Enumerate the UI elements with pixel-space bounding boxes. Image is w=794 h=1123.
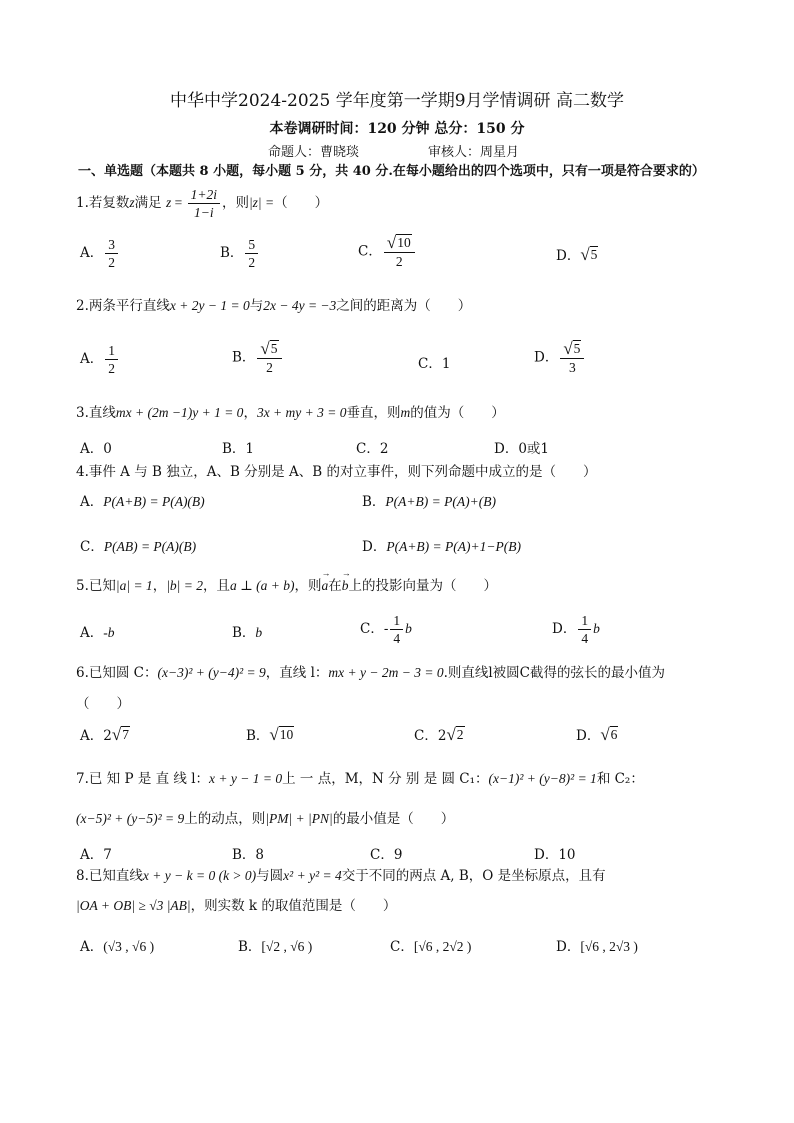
option-a[interactable]: A．(√3 , √6 ) bbox=[80, 939, 155, 955]
option-a[interactable]: A．2 √ 7 bbox=[80, 725, 129, 744]
option-d[interactable]: D．0或1 bbox=[494, 441, 550, 457]
option-b[interactable]: B．[√2 , √6 ) bbox=[238, 939, 313, 955]
reviewer: 审核人：周星月 bbox=[428, 145, 520, 160]
option-d[interactable]: D． √ 5 3 bbox=[534, 340, 586, 376]
option-b[interactable]: B．b bbox=[232, 625, 263, 641]
line-equation: x + 2y − 1 = 0 bbox=[169, 298, 250, 313]
question-text: 若复数 bbox=[88, 195, 130, 211]
option-b[interactable]: B．P(A+B) = P(A)+(B) bbox=[362, 494, 496, 510]
option-a[interactable]: A．-b bbox=[80, 625, 115, 641]
option-b[interactable]: B．1 bbox=[222, 441, 255, 457]
option-d[interactable]: D． √ 6 bbox=[576, 725, 618, 744]
option-c[interactable]: C．2 √ 2 bbox=[414, 725, 464, 744]
question-3: 3.直线mx + (2m −1)y + 1 = 0，3x + my + 3 = 0垂直，则m的值为（ ） bbox=[76, 405, 505, 421]
math-var: z bbox=[165, 195, 172, 210]
option-b[interactable]: B． √ 5 2 bbox=[232, 340, 284, 376]
option-c[interactable]: C．9 bbox=[370, 847, 403, 863]
question-8: 8.已知直线x + y − k = 0 (k > 0)与圆x² + y² = 4交于不同的两点 A, B，O 是坐标原点，且有 bbox=[76, 868, 606, 884]
question-4: 4.事件 A 与 B 独立，A、B 分别是 A、B 的对立事件，则下列命题中成立的是（ ） bbox=[76, 464, 597, 480]
option-b[interactable]: B．8 bbox=[232, 847, 265, 863]
page-title: 中华中学2024-2025 学年度第一学期9月学情调研 高二数学 bbox=[170, 91, 624, 111]
option-c[interactable]: C．- $\frac{1}{4}$ b bbox=[360, 613, 412, 646]
question-7-cont: (x−5)² + (y−5)² = 9上的动点，则|PM| + |PN|的最小值是（ ） bbox=[76, 811, 455, 827]
option-d[interactable]: D．[√6 , 2√3 ) bbox=[556, 939, 638, 955]
option-c[interactable]: C．P(AB) = P(A)(B) bbox=[80, 539, 197, 555]
option-d[interactable]: D．P(A+B) = P(A)+1−P(B) bbox=[362, 539, 521, 555]
math-var: z bbox=[129, 195, 135, 210]
option-c[interactable]: C．[√6 , 2√2 ) bbox=[390, 939, 472, 955]
question-6-paren: （ ） bbox=[76, 696, 130, 712]
option-a[interactable]: A．7 bbox=[80, 847, 112, 863]
option-c[interactable]: C．2 bbox=[356, 441, 389, 457]
option-d[interactable]: D． √ 5 bbox=[556, 245, 598, 264]
option-d[interactable]: D． $\frac{1}{4}$ b bbox=[552, 613, 600, 646]
option-a[interactable]: A．P(A+B) = P(A)(B) bbox=[80, 494, 205, 510]
question-5: 5.已知|a| = 1，|b| = 2，且a ⊥ (a + b)，则→ a在→ b上的投影向量为（ ） bbox=[76, 574, 497, 594]
question-text: ，则 bbox=[221, 195, 249, 211]
option-a[interactable]: A． $\frac{3}{2}$ bbox=[80, 236, 120, 271]
question-1: 1.若复数z满足 z = $\frac{1+2i}{1-i}$ ，则|z| =（ ） bbox=[76, 187, 329, 220]
option-c[interactable]: C． √ 10 2 bbox=[358, 234, 417, 270]
question-number: 1. bbox=[76, 195, 89, 211]
question-6: 6.已知圆 C：(x−3)² + (y−4)² = 9，直线 l：mx + y − 2m − 3 = 0.则直线l被圆C截得的弦长的最小值为 bbox=[76, 665, 666, 681]
line-equation: 2x − 4y = −3 bbox=[263, 298, 337, 313]
question-2: 2.两条平行直线x + 2y − 1 = 0与2x − 4y = −3之间的距离为（ ） bbox=[76, 298, 472, 314]
option-a[interactable]: A．0 bbox=[80, 441, 112, 457]
section-heading: 一、单选题（本题共 8 小题，每小题 5 分，共 40 分.在每小题给出的四个选项中，只有一项是符合要求的） bbox=[78, 164, 705, 179]
option-c[interactable]: C．1 bbox=[418, 356, 451, 372]
question-paren: （ ） bbox=[274, 195, 329, 211]
question-text: 满足 bbox=[134, 195, 162, 211]
question-8-cont: |OA + OB| ≥ √3 |AB|，则实数 k 的取值范围是（ ） bbox=[76, 898, 397, 914]
option-b[interactable]: B． √ 10 bbox=[246, 725, 294, 744]
option-d[interactable]: D．10 bbox=[534, 847, 576, 863]
math-abs: |z| = bbox=[248, 195, 275, 210]
author: 命题人：曹晓琰 bbox=[268, 145, 360, 160]
question-7: 7.已 知 P 是 直 线 l：x + y − 1 = 0上 一 点，M，N 分 别 是 圆 C₁：(x−1)² + (y−8)² = 1和 C₂： bbox=[76, 771, 644, 787]
option-a[interactable]: A． $\frac{1}{2}$ bbox=[80, 342, 120, 377]
exam-info: 本卷调研时间：120 分钟 总分：150 分 bbox=[269, 121, 525, 137]
fraction: $\frac{1+2i}{1-i}$ bbox=[188, 186, 220, 221]
option-b[interactable]: B． $\frac{5}{2}$ bbox=[220, 236, 260, 271]
